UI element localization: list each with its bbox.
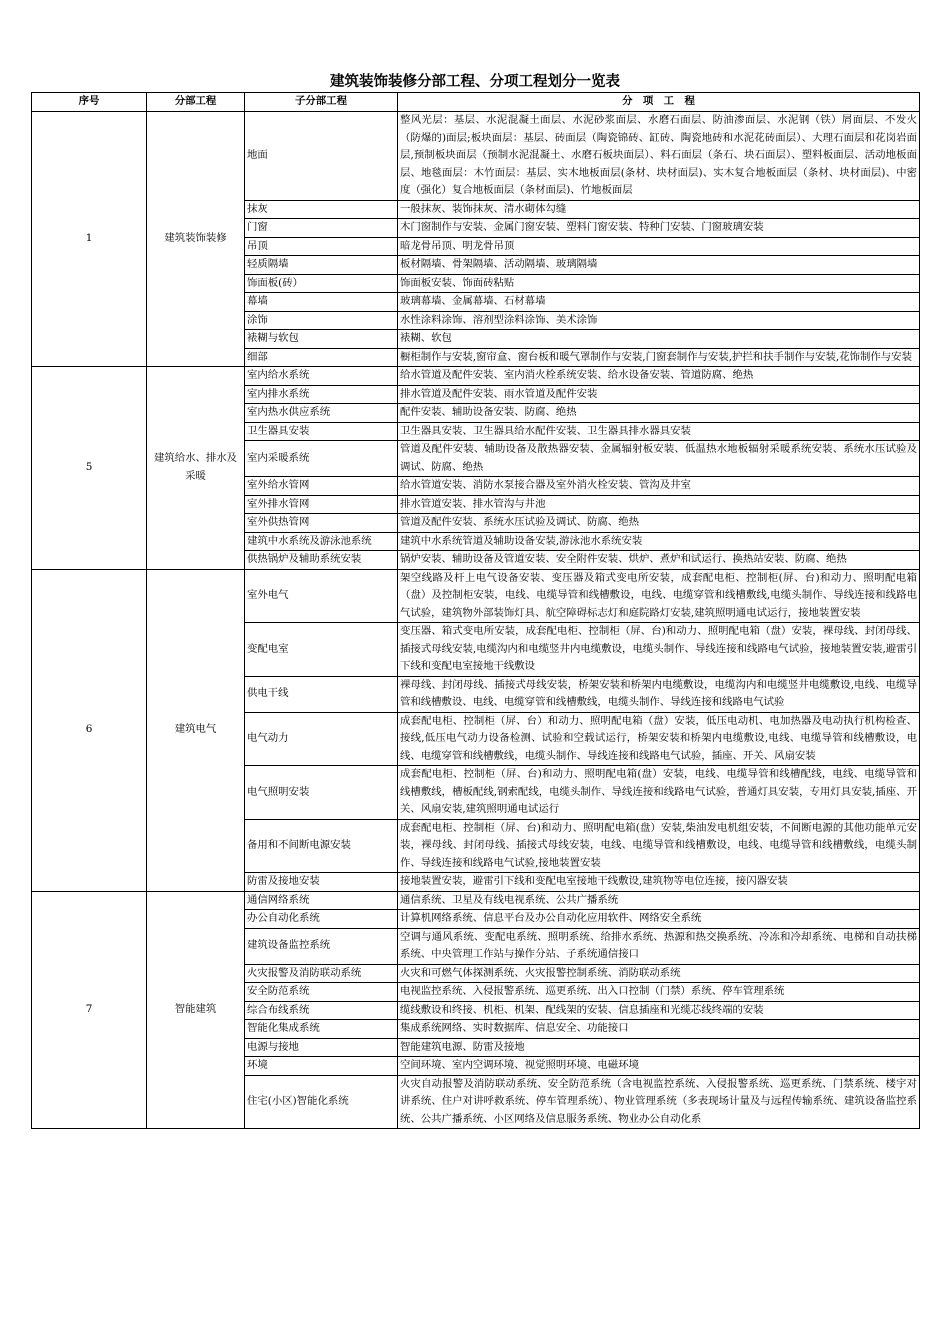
table-body [32, 112, 920, 1129]
sub-items-text: 电视监控系统、入侵报警系统、巡更系统、出入口控制（门禁）系统、停车管理系统 [398, 983, 920, 1002]
subdivision-name: 变配电室 [245, 623, 398, 677]
subdivision-name: 室内热水供应系统 [245, 404, 398, 423]
subdivision-name: 地面 [245, 112, 398, 201]
sub-items-text: 暗龙骨吊顶、明龙骨吊顶 [398, 237, 920, 256]
subdivision-name: 室外给水管网 [245, 477, 398, 496]
sub-items-text: 缆线敷设和终接、机柜、机架、配线架的安装、信息插座和光缆芯线终端的安装 [398, 1001, 920, 1020]
sub-items-text: 空调与通风系统、变配电系统、照明系统、给排水系统、热源和热交换系统、冷冻和冷却系统、电梯和自动扶梯系统、中央管理工作站与操作分站、子系统通信接口 [398, 928, 920, 964]
sub-items-text: 成套配电柜、控制柜（屏、台)和动力、照明配电箱(盘）安装，电线、电缆导管和线槽配线，电线、电缆导管和线槽敷线，槽板配线,钢索配线，电缆头制作、导线连接和线路电气试验，普通灯具安装，专用灯具安装,插座、开关、风扇安装,建筑照明通电试运行 [398, 766, 920, 820]
subdivision-name: 吊顶 [245, 237, 398, 256]
subdivision-name: 轻质隔墙 [245, 256, 398, 275]
subdivision-name: 幕墙 [245, 293, 398, 312]
division-name: 智能建筑 [147, 891, 245, 1129]
sub-items-text: 饰面板安装、饰面砖粘贴 [398, 274, 920, 293]
subdivision-name: 卫生器具安装 [245, 422, 398, 441]
sub-items-text: 空间环境、室内空调环境、视觉照明环境、电磁环境 [398, 1057, 920, 1076]
sub-items-text: 成套配电柜、控制柜（屏、台）和动力、照明配电箱（盘）安装，低压电动机、电加热器及电动执行机构检查、接线,低压电气动力设备检测、试验和空载试运行，桥架安装和桥架内电缆敷设,电线、电缆导管和线槽敷设，电线、电缆穿管和线槽敷线，电缆头制作、导线连接和线路电气试验，插座、开关、风扇安装 [398, 712, 920, 766]
subdivision-name: 室外排水管网 [245, 495, 398, 514]
subdivision-name: 备用和不间断电源安装 [245, 819, 398, 873]
subdivision-name: 供热锅炉及辅助系统安装 [245, 551, 398, 570]
subdivision-name: 饰面板(砖） [245, 274, 398, 293]
sub-items-text: 整风光层：基层、水泥混凝土面层、水泥砂浆面层、水磨石面层、防油渗面层、水泥钢（铁）屑面层、不发火（防爆的)面层;板块面层：基层、砖面层（陶瓷锦砖、缸砖、陶瓷地砖和水泥花砖面层）、大理石面层和花岗岩面层,预制板块面层（预制水泥混凝土、水磨石板块面层）、料石面层（条石、块石面层）、塑料板面层、活动地板面层、地毯面层：木竹面层：基层、实木地板面层(条材、块材面层)、实木复合地板面层（条材、块材面层)、中密度（强化）复合地板面层（条材面层)、竹地板面层 [398, 112, 920, 201]
header-items: 分 项 工 程 [398, 93, 920, 112]
sub-items-text: 给水管道及配件安装、室内消火栓系统安装、给水设备安装、管道防腐、绝热 [398, 367, 920, 386]
subdivision-name: 火灾报警及消防联动系统 [245, 964, 398, 983]
sub-items-text: 一般抹灰、装饰抹灰、清水砌体勾缝 [398, 200, 920, 219]
header-row [32, 93, 920, 112]
sub-items-text: 水性涂料涂饰、溶剂型涂料涂饰、美术涂饰 [398, 311, 920, 330]
sub-items-text: 成套配电柜、控制柜（屏、台)和动力、照明配电箱(盘）安装,柴油发电机组安装，不间断电源的其他功能单元安装，裸母线、封闭母线、插接式母线安装，电线、电缆导管和线槽敷设，电线、电缆导管和线槽敷线，电缆头制作、导线连接和线路电气试验,接地装置安装 [398, 819, 920, 873]
sub-items-text: 橱柜制作与安装,窗帘盒、窗台板和暖气罩制作与安装,门窗套制作与安装,护拦和扶手制作与安装,花饰制作与安装 [398, 348, 920, 367]
sub-items-text: 火灾和可燃气体探测系统、火灾报警控制系统、消防联动系统 [398, 964, 920, 983]
sub-items-text: 卫生器具安装、卫生器具给水配件安装、卫生器具排水器具安装 [398, 422, 920, 441]
sub-items-text: 给水管道安装、消防水泵接合器及室外消火栓安装、管沟及井室 [398, 477, 920, 496]
subdivision-name: 办公自动化系统 [245, 910, 398, 929]
subdivision-name: 电源与接地 [245, 1038, 398, 1057]
division-name: 建筑装饰装修 [147, 112, 245, 367]
sub-items-text: 计算机网络系统、信息平台及办公自动化应用软件、网络安全系统 [398, 910, 920, 929]
subdivision-name: 电气照明安装 [245, 766, 398, 820]
subdivision-name: 供电干线 [245, 676, 398, 712]
subdivision-name: 室内采暖系统 [245, 441, 398, 477]
subdivision-name: 抹灰 [245, 200, 398, 219]
sub-items-text: 通信系统、卫星及有线电视系统、公共广播系统 [398, 891, 920, 910]
sub-items-text: 玻璃幕墙、金属幕墙、石材幕墙 [398, 293, 920, 312]
subdivision-name: 智能化集成系统 [245, 1020, 398, 1039]
division-number: 5 [32, 367, 147, 570]
subdivision-name: 涂饰 [245, 311, 398, 330]
sub-items-text: 管道及配件安装、辅助设备及散热器安装、金属辐射板安装、低温热水地板辐射采暖系统安装、系统水压试验及调试、防腐、绝热 [398, 441, 920, 477]
subdivision-name: 安全防范系统 [245, 983, 398, 1002]
subdivision-name: 建筑中水系统及游泳池系统 [245, 532, 398, 551]
division-number: 6 [32, 569, 147, 891]
subdivision-name: 裱糊与软包 [245, 330, 398, 349]
sub-items-text: 接地装置安装，避雷引下线和变配电室接地干线敷设,建筑物等电位连接，接闪器安装 [398, 873, 920, 892]
sub-items-text: 管道及配件安装、系统水压试验及调试、防腐、绝热 [398, 514, 920, 533]
table-row [32, 891, 920, 910]
header-subdivision: 子分部工程 [245, 93, 398, 112]
sub-items-text: 裸母线、封闭母线、插接式母线安装，桥架安装和桥架内电缆敷设，电缆沟内和电缆竖井电缆敷设,电线、电缆导管和线槽敷设、电线、电缆穿管和线槽敷线，电缆头制作、导线连接和线路电气试验 [398, 676, 920, 712]
table-row [32, 367, 920, 386]
sub-items-text: 配件安装、辅助设备安装、防腐、绝热 [398, 404, 920, 423]
division-name: 建筑电气 [147, 569, 245, 891]
subdivision-name: 电气动力 [245, 712, 398, 766]
subdivision-name: 综合布线系统 [245, 1001, 398, 1020]
subdivision-name: 室外供热管网 [245, 514, 398, 533]
sub-items-text: 建筑中水系统管道及辅助设备安装,游泳池水系统安装 [398, 532, 920, 551]
sub-items-text: 板材隔墙、骨架隔墙、活动隔墙、玻璃隔墙 [398, 256, 920, 275]
sub-items-text: 排水管道及配件安装、雨水管道及配件安装 [398, 385, 920, 404]
page-title: 建筑装饰装修分部工程、分项工程划分一览表 [330, 74, 620, 90]
sub-items-text: 智能建筑电源、防雷及接地 [398, 1038, 920, 1057]
subdivision-name: 细部 [245, 348, 398, 367]
header-num: 序号 [32, 93, 147, 112]
subdivision-name: 室内排水系统 [245, 385, 398, 404]
sub-items-text: 变压器、箱式变电所安装，成套配电柜、控制柜（屏、台)和动力、照明配电箱（盘）安装，裸母线、封闭母线、插接式母线安装,电缆沟内和电缆竖井内电缆敷设，电缆头制作、导线连接和线路电气试验，接地装置安装,避雷引下线和变配电室接地干线敷设 [398, 623, 920, 677]
subdivision-name: 防雷及接地安装 [245, 873, 398, 892]
subdivision-name: 室内给水系统 [245, 367, 398, 386]
sub-items-text: 木门窗制作与安装、金属门窗安装、塑料门窗安装、特种门安装、门窗玻璃安装 [398, 219, 920, 238]
subdivision-name: 环境 [245, 1057, 398, 1076]
division-table [31, 92, 920, 1129]
sub-items-text: 锅炉安装、辅助设备及管道安装、安全附件安装、烘炉、煮炉和试运行、换热站安装、防腐、绝热 [398, 551, 920, 570]
subdivision-name: 门窗 [245, 219, 398, 238]
subdivision-name: 住宅(小区)智能化系统 [245, 1075, 398, 1129]
header-division: 分部工程 [147, 93, 245, 112]
subdivision-name: 建筑设备监控系统 [245, 928, 398, 964]
division-number: 7 [32, 891, 147, 1129]
sub-items-text: 火灾自动报警及消防联动系统、安全防范系统（含电视监控系统、入侵报警系统、巡更系统、门禁系统、楼宇对讲系统、住户对讲呼救系统、停车管理系统）、物业管理系统（多表现场计量及与远程传输系统、建筑设备监控系统、公共广播系统、小区网络及信息服务系统、物业办公自动化系 [398, 1075, 920, 1129]
sub-items-text: 集成系统网络、实时数据库、信息安全、功能接口 [398, 1020, 920, 1039]
sub-items-text: 排水管道安装、排水管沟与井池 [398, 495, 920, 514]
sub-items-text: 裱糊、软包 [398, 330, 920, 349]
table-row [32, 112, 920, 201]
division-name: 建筑给水、排水及采暖 [147, 367, 245, 570]
subdivision-name: 通信网络系统 [245, 891, 398, 910]
division-number: 1 [32, 112, 147, 367]
subdivision-name: 室外电气 [245, 569, 398, 623]
table-row [32, 569, 920, 623]
sub-items-text: 架空线路及杆上电气设备安装、变压器及箱式变电所安装，成套配电柜、控制柜(屏、台)和动力、照明配电箱（盘）及控制柜安装，电线、电缆导管和线槽敷设，电线、电缆穿管和线槽敷线,电缆头制作、导线连接和线路电气试验，建筑物外部装饰灯具、航空障碍标志灯和庭院路灯安装,建筑照明通电试运行，接地装置安装 [398, 569, 920, 623]
